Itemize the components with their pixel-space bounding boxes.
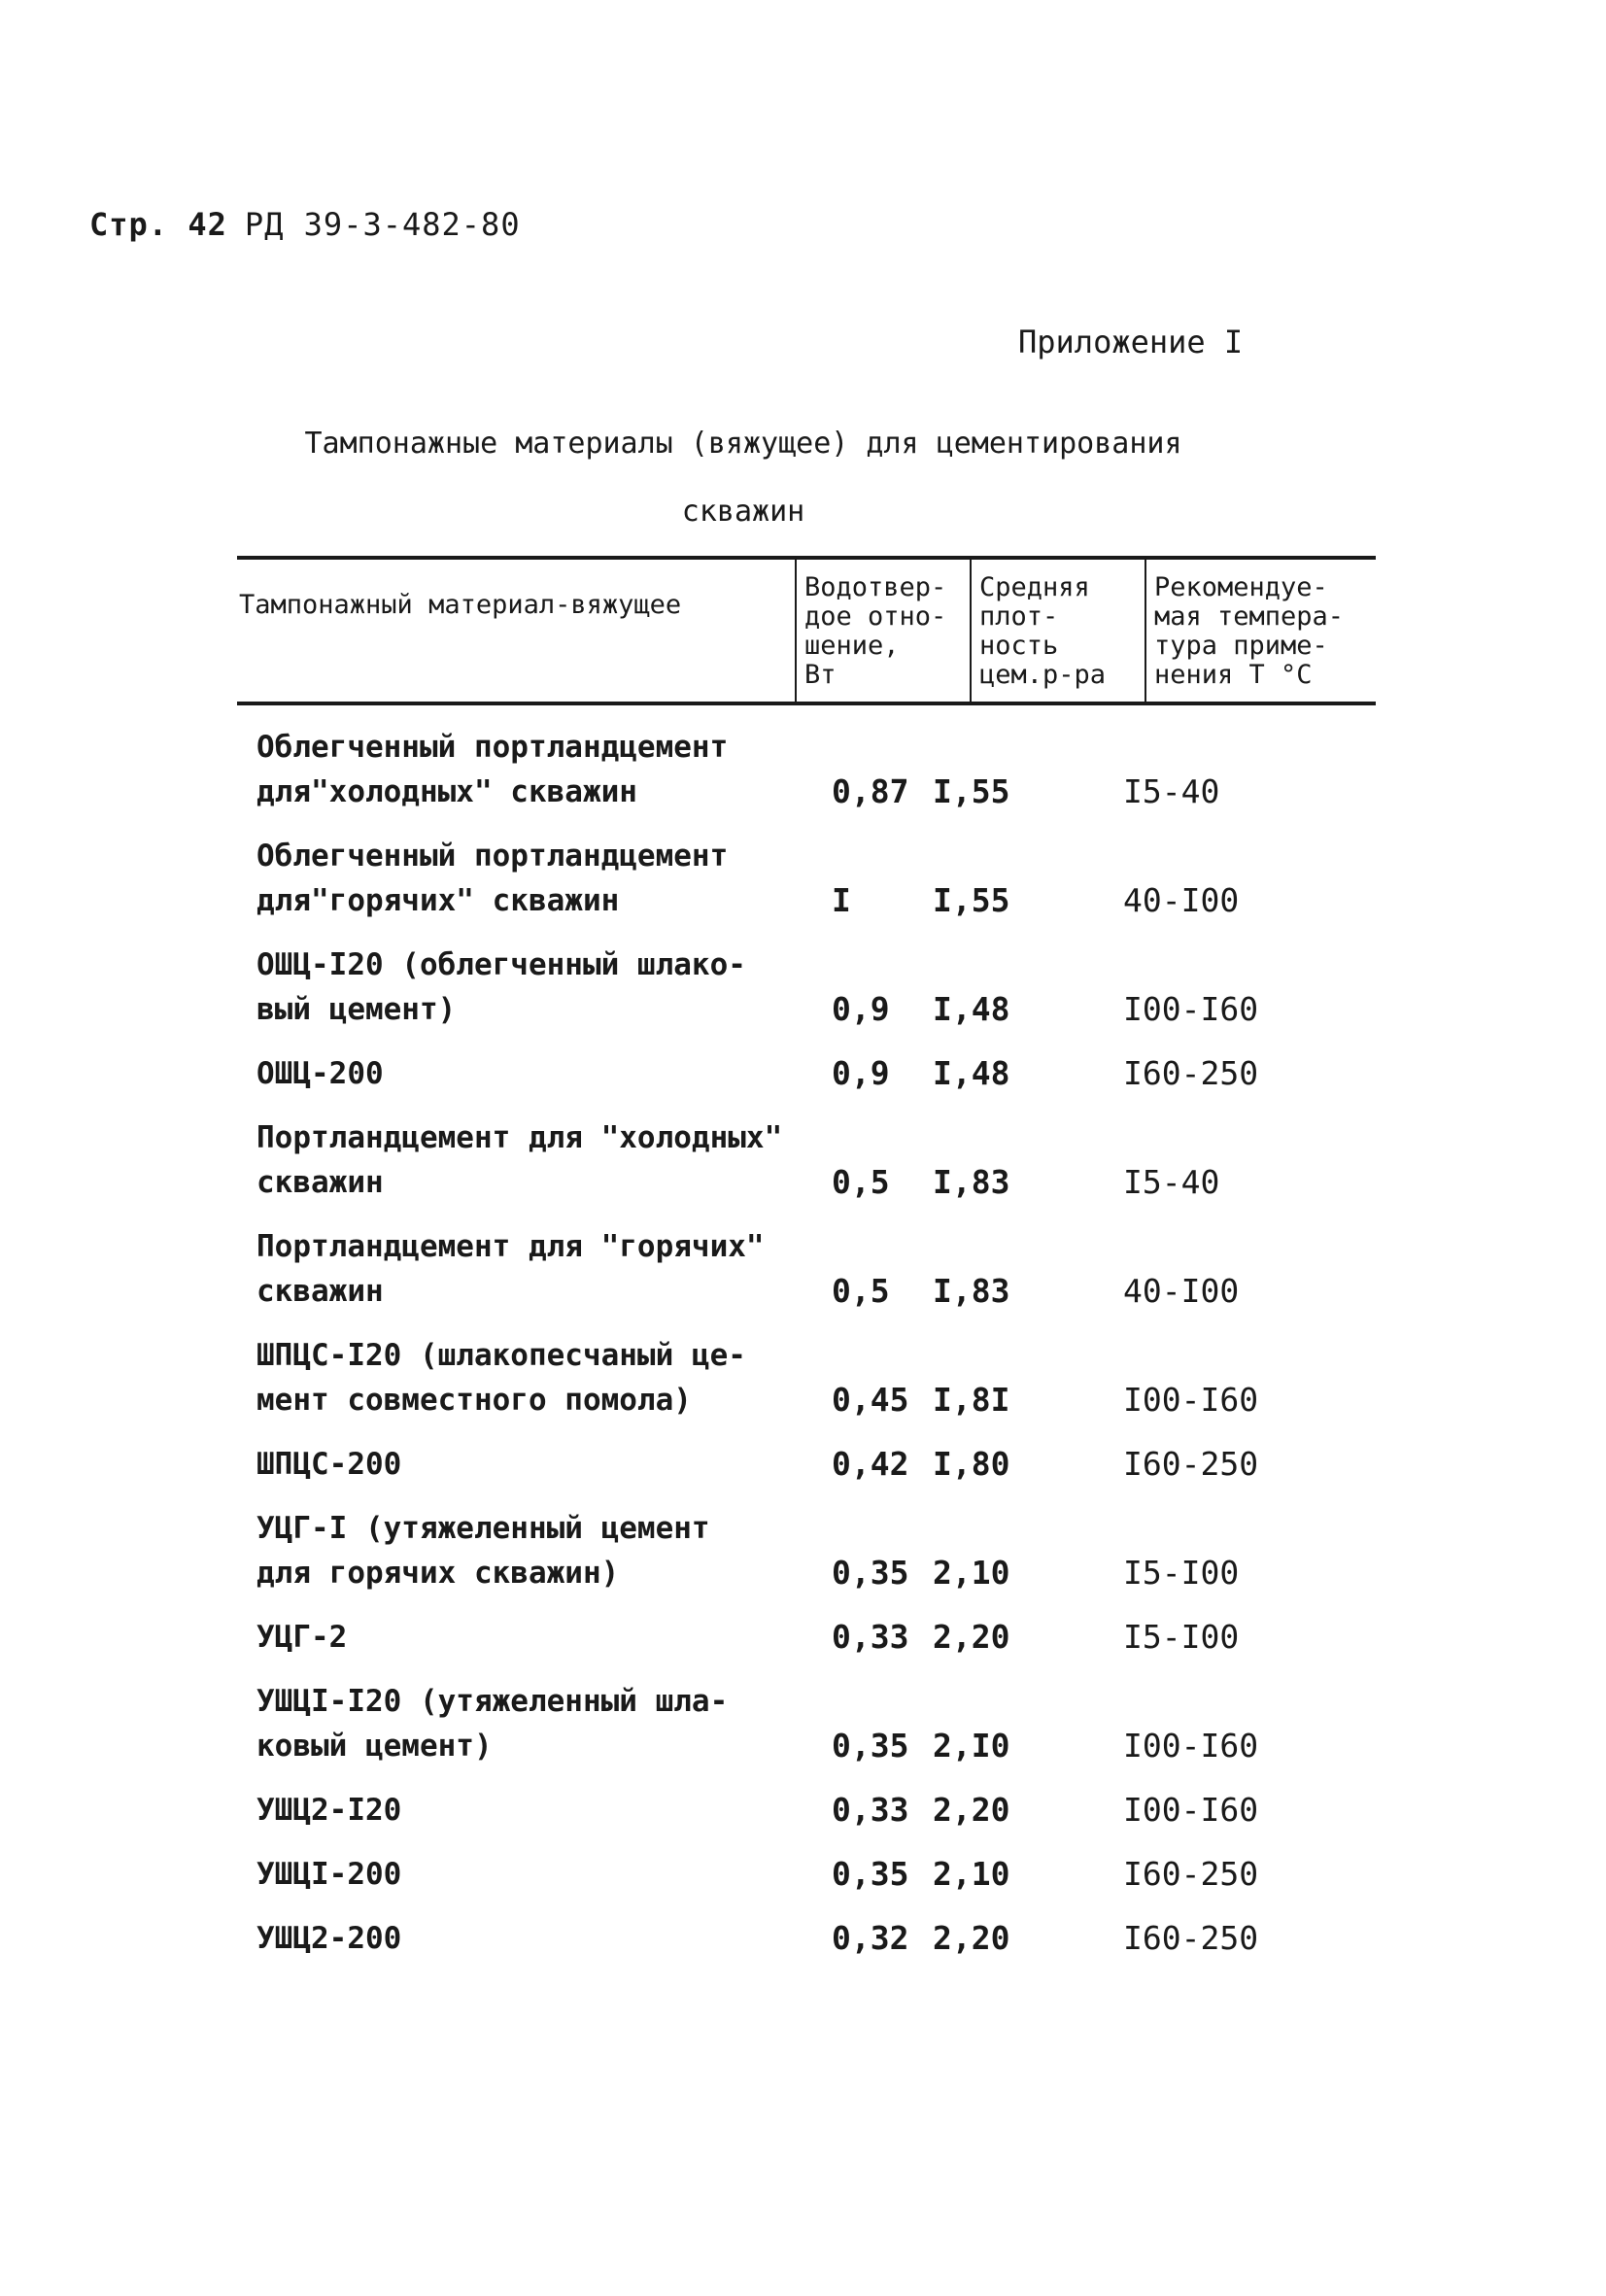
table-row xyxy=(237,1852,1376,1897)
table-body xyxy=(237,705,1376,1961)
cell-density: 2,20 xyxy=(933,1791,1010,1829)
page-header xyxy=(89,206,521,243)
cell-temperature: I00-I60 xyxy=(1123,1727,1259,1765)
cell-water-cement-ratio: 0,35 xyxy=(832,1855,909,1893)
cell-water-cement-ratio: 0,35 xyxy=(832,1554,909,1592)
cell-material: Портландцемент для "холодных" скважин xyxy=(256,1120,783,1200)
cell-density: I,83 xyxy=(933,1163,1010,1201)
column-header-water-cement-ratio: Водотвер- дое отно- шение, Вт xyxy=(795,560,970,702)
column-header-density: Средняя плот- ность цем.р-ра xyxy=(970,560,1145,702)
column-header-material: Тампонажный материал-вяжущее xyxy=(239,590,682,620)
table-row xyxy=(237,1916,1376,1961)
cell-material: Портландцемент для "горячих" скважин xyxy=(256,1229,765,1309)
table-row xyxy=(237,1051,1376,1096)
cell-material: УШЦ2-200 xyxy=(256,1921,402,1956)
cell-density: I,8I xyxy=(933,1381,1010,1419)
document-title xyxy=(194,410,1292,546)
cell-water-cement-ratio: I xyxy=(832,881,851,919)
cell-water-cement-ratio: 0,32 xyxy=(832,1919,909,1957)
cell-material: Облегченный портландцемент для"холодных" скважин xyxy=(256,730,729,809)
table-row xyxy=(237,1115,1376,1205)
cell-temperature: I5-I00 xyxy=(1123,1618,1240,1656)
cell-temperature: I60-250 xyxy=(1123,1855,1259,1893)
cell-density: 2,I0 xyxy=(933,1727,1010,1765)
appendix-label: Приложение I xyxy=(1018,324,1244,360)
column-header-temperature: Рекомендуе- мая темпера- тура приме- нения T °C xyxy=(1145,560,1376,702)
table-row xyxy=(237,1333,1376,1422)
cell-water-cement-ratio: 0,42 xyxy=(832,1445,909,1483)
table-row xyxy=(237,1788,1376,1833)
cell-water-cement-ratio: 0,35 xyxy=(832,1727,909,1765)
cell-density: I,83 xyxy=(933,1272,1010,1310)
cell-temperature: I00-I60 xyxy=(1123,990,1259,1028)
cell-material: ШПЦС-200 xyxy=(256,1447,402,1482)
cell-material: УШЦI-I20 (утяжеленный шла- ковый цемент) xyxy=(256,1684,729,1764)
cell-material: ШПЦС-I20 (шлакопесчаный це- мент совместного помола) xyxy=(256,1338,746,1418)
cell-density: 2,20 xyxy=(933,1618,1010,1656)
table-row xyxy=(237,1442,1376,1487)
cell-temperature: I60-250 xyxy=(1123,1919,1259,1957)
cell-water-cement-ratio: 0,9 xyxy=(832,1054,890,1092)
cell-density: I,55 xyxy=(933,881,1010,919)
document-code: РД 39-3-482-80 xyxy=(244,206,521,243)
table-row xyxy=(237,1615,1376,1660)
page-number: Стр. 42 xyxy=(89,206,227,243)
cell-water-cement-ratio: 0,5 xyxy=(832,1272,890,1310)
table-row xyxy=(237,725,1376,814)
cell-temperature: 40-I00 xyxy=(1123,1272,1240,1310)
cell-temperature: 40-I00 xyxy=(1123,881,1240,919)
cell-density: I,80 xyxy=(933,1445,1010,1483)
cell-temperature: I00-I60 xyxy=(1123,1791,1259,1829)
cell-temperature: I5-40 xyxy=(1123,772,1220,810)
cell-material: УШЦI-200 xyxy=(256,1857,402,1892)
cell-density: 2,10 xyxy=(933,1855,1010,1893)
document-title-text: Тампонажные материалы (вяжущее) для цементирования скважин xyxy=(304,427,1182,529)
cell-temperature: I5-I00 xyxy=(1123,1554,1240,1592)
cell-water-cement-ratio: 0,33 xyxy=(832,1618,909,1656)
table-row xyxy=(237,942,1376,1032)
materials-table xyxy=(237,556,1376,1980)
cell-water-cement-ratio: 0,87 xyxy=(832,772,909,810)
cell-water-cement-ratio: 0,45 xyxy=(832,1381,909,1419)
cell-material: УШЦ2-I20 xyxy=(256,1793,402,1828)
cell-water-cement-ratio: 0,5 xyxy=(832,1163,890,1201)
cell-material: УЦГ-I (утяжеленный цемент для горячих скважин) xyxy=(256,1511,710,1591)
cell-temperature: I60-250 xyxy=(1123,1445,1259,1483)
cell-temperature: I5-40 xyxy=(1123,1163,1220,1201)
cell-water-cement-ratio: 0,33 xyxy=(832,1791,909,1829)
cell-temperature: I00-I60 xyxy=(1123,1381,1259,1419)
cell-density: 2,10 xyxy=(933,1554,1010,1592)
cell-temperature: I60-250 xyxy=(1123,1054,1259,1092)
table-row xyxy=(237,1224,1376,1314)
cell-material: ОШЦ-200 xyxy=(256,1056,384,1091)
cell-density: I,48 xyxy=(933,990,1010,1028)
cell-material: Облегченный портландцемент для"горячих" скважин xyxy=(256,839,729,918)
cell-water-cement-ratio: 0,9 xyxy=(832,990,890,1028)
table-row xyxy=(237,834,1376,923)
table-header xyxy=(237,560,1376,702)
cell-material: ОШЦ-I20 (облегченный шлако- вый цемент) xyxy=(256,947,746,1027)
cell-density: I,48 xyxy=(933,1054,1010,1092)
table-row xyxy=(237,1679,1376,1768)
cell-density: 2,20 xyxy=(933,1919,1010,1957)
cell-density: I,55 xyxy=(933,772,1010,810)
cell-material: УЦГ-2 xyxy=(256,1620,348,1655)
table-row xyxy=(237,1506,1376,1595)
